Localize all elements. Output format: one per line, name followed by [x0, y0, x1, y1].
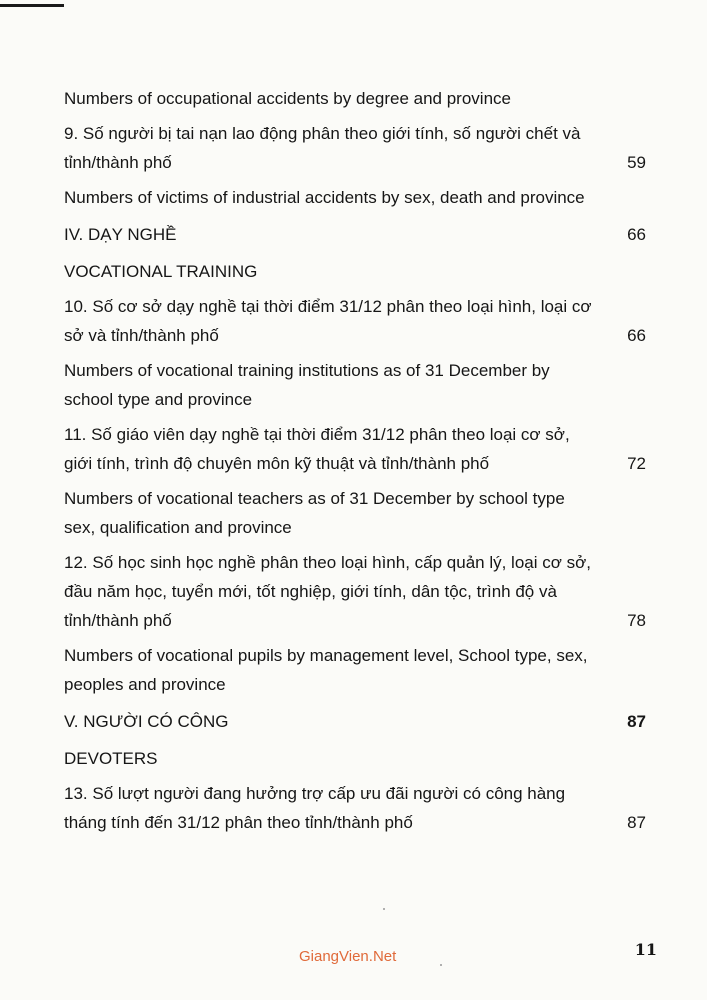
toc-section-title: IV. DẠY NGHỀ: [64, 225, 177, 244]
toc-section-title: VOCATIONAL TRAINING: [64, 262, 258, 281]
toc-entry-text: Numbers of victims of industrial accidents by sex, death and province: [64, 188, 585, 207]
toc-page-number: 72: [627, 454, 646, 473]
toc-entry-11-en: [64, 484, 654, 542]
toc-entry-text: Numbers of vocational pupils by management level, School type, sex, peoples and province: [64, 646, 588, 694]
toc-entry-11: [64, 420, 654, 478]
toc-section-v-en: [64, 744, 654, 773]
page-edge-mark: [0, 4, 64, 7]
table-of-contents: [64, 84, 654, 837]
toc-entry-10-en: [64, 356, 654, 414]
toc-entry-13: [64, 779, 654, 837]
page-number: 11: [634, 940, 657, 959]
toc-page-number: 66: [627, 225, 646, 244]
toc-section-iv-en: [64, 257, 654, 286]
toc-section-v: [64, 707, 654, 736]
toc-entry-12-en: [64, 641, 654, 699]
toc-section-iv: [64, 220, 654, 249]
toc-entry-text: 11. Số giáo viên dạy nghề tại thời điểm 31/12 phân theo loại cơ sở, giới tính, trình độ chuyên môn kỹ thuật và tỉnh/thành phố: [64, 425, 570, 473]
toc-entry-text: 12. Số học sinh học nghề phân theo loại hình, cấp quản lý, loại cơ sở, đầu năm học, tuyển mới, tốt nghiệp, giới tính, dân tộc, trình độ và tỉnh/thành phố: [64, 553, 591, 630]
scan-speck: [383, 908, 385, 910]
toc-page-number: 59: [627, 153, 646, 172]
toc-entry-9-en: [64, 183, 654, 212]
toc-entry-text: 10. Số cơ sở dạy nghề tại thời điểm 31/12 phân theo loại hình, loại cơ sở và tỉnh/thành phố: [64, 297, 592, 345]
toc-entry-text: Numbers of vocational training institutions as of 31 December by school type and province: [64, 361, 550, 409]
toc-page-number: 66: [627, 326, 646, 345]
toc-entry-10: [64, 292, 654, 350]
toc-section-title: DEVOTERS: [64, 749, 158, 768]
toc-entry-text: Numbers of occupational accidents by degree and province: [64, 89, 511, 108]
toc-page-number: 87: [627, 813, 646, 832]
toc-page-number: 78: [627, 611, 646, 630]
scan-speck: [440, 964, 442, 966]
toc-section-title: V. NGƯỜI CÓ CÔNG: [64, 712, 229, 731]
toc-page-number: 87: [627, 712, 646, 731]
toc-entry-9: [64, 119, 654, 177]
toc-entry-accidents-en: [64, 84, 654, 113]
toc-entry-text: 13. Số lượt người đang hưởng trợ cấp ưu đãi người có công hàng tháng tính đến 31/12 phân theo tỉnh/thành phố: [64, 784, 566, 832]
toc-entry-text: 9. Số người bị tai nạn lao động phân theo giới tính, số người chết và tỉnh/thành phố: [64, 124, 581, 172]
toc-entry-text: Numbers of vocational teachers as of 31 December by school type sex, qualification and province: [64, 489, 565, 537]
watermark: GiangVien.Net: [299, 948, 397, 965]
toc-entry-12: [64, 548, 654, 635]
